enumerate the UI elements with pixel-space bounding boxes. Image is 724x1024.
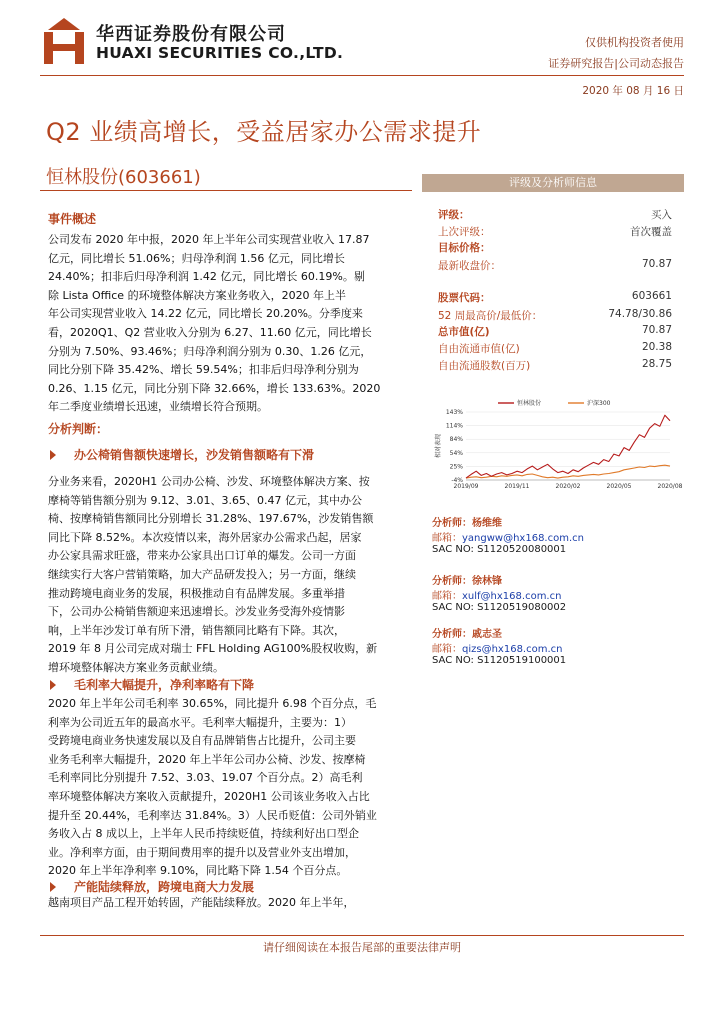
triangle-bullet-icon [50, 450, 56, 460]
y-axis-label: 相对表现 [435, 433, 442, 459]
text-line: 2020 年上半年净利率 9.10%，同比略下降 1.54 个百分点。 [48, 864, 348, 878]
report-type: 证券研究报告|公司动态报告 [548, 57, 684, 70]
analyst-2-name: 分析师：徐林锋 [432, 576, 502, 587]
x-tick-label: 2020/08 [657, 483, 683, 490]
analyst-1-email[interactable]: yangww@hx168.com.cn [462, 533, 584, 544]
last-close-value: 70.87 [641, 258, 672, 270]
text-line: 年公司实现营业收入 14.22 亿元，同比增长 20.20%。分季度来 [48, 307, 363, 321]
y-tick-label: 25% [449, 463, 463, 471]
x-tick-label: 2019/11 [504, 483, 530, 490]
text-line: 利率为公司近五年的最高水平。毛利率大幅提升，主要为：1） [48, 715, 352, 729]
legend-label: 沪深300 [587, 400, 611, 407]
section1-paragraph [48, 473, 408, 678]
52w-high-low-label: 52 周最高价/最低价： [438, 310, 543, 322]
analyst-3-email[interactable]: qizs@hx168.com.cn [462, 644, 563, 655]
text-line: 业。净利率方面，由于期间费用率的提升以及营业外支出增加， [48, 845, 356, 859]
triangle-bullet-icon [50, 882, 56, 892]
report-title: Q2 业绩高增长，受益居家办公需求提升 [46, 118, 482, 146]
relative-performance-chart [426, 398, 688, 498]
text-line: 务收入占 8 成以上，上半年人民币持续贬值，持续利好出口型企 [48, 827, 359, 841]
section1-heading [50, 446, 314, 463]
footer-divider [40, 935, 684, 936]
triangle-bullet-icon [50, 680, 56, 690]
email-label: 邮箱： [432, 644, 462, 655]
text-line: 推动跨境电商业务的发展，积极推动自有品牌发展。多重举措 [48, 586, 345, 600]
series-line-hs300 [466, 465, 670, 478]
rating-panel-title: 评级及分析师信息 [422, 174, 684, 192]
text-line: 同比下降 8.52%。本次疫情以来，海外居家办公需求凸起，居家 [48, 530, 362, 544]
section3-title: 产能陆续释放，跨境电商大力发展 [74, 880, 255, 894]
section3-paragraph [48, 894, 408, 913]
free-float-cap-value: 20.38 [641, 341, 672, 353]
market-cap-value: 70.87 [641, 324, 672, 336]
section3-heading [50, 878, 254, 895]
analyst-1-name: 分析师：杨维维 [432, 518, 502, 529]
text-line: 分别为 7.50%、93.46%；归母净利润分别为 0.30、1.26 亿元， [48, 344, 372, 358]
email-label: 邮箱： [432, 533, 462, 544]
y-tick-label: -4% [451, 477, 463, 484]
y-tick-label: 114% [445, 422, 463, 430]
analyst-3-email-row [432, 640, 562, 655]
text-line: 除 Lista Office 的环境整体解决方案业务收入，2020 年上半 [48, 288, 347, 302]
text-line: 24.40%；扣非后归母净利润 1.42 亿元，同比增长 60.19%。剔 [48, 270, 365, 284]
text-line: 继续实行大客户营销策略，加大产品研发投入；另一方面，继续 [48, 567, 356, 581]
analyst-1-sac: SAC NO: S1120520080001 [432, 544, 567, 555]
company-name: 恒林股份(603661) [46, 167, 201, 188]
logo-chinese-name: 华西证券股份有限公司 [96, 24, 286, 45]
previous-rating-value: 首次覆盖 [630, 226, 672, 238]
text-line: 椅、按摩椅销售额同比分别增长 31.28%、197.67%，沙发销售额 [48, 512, 374, 526]
text-line: 响，上半年沙发订单有所下滑，销售额同比略有下降。其次， [48, 623, 345, 637]
text-line: 受跨境电商业务快速发展以及自有品牌销售占比提升，公司主要 [48, 734, 356, 748]
text-line: 业务毛利率大幅提升，2020 年上半年公司办公椅、沙发、按摩椅 [48, 752, 366, 766]
event-paragraph [48, 231, 408, 417]
section2-heading [50, 676, 254, 693]
text-line: 2020 年上半年公司毛利率 30.65%，同比提升 6.98 个百分点，毛 [48, 697, 377, 710]
52w-high-low-value: 74.78/30.86 [608, 308, 672, 320]
analyst-2-sac: SAC NO: S1120519080002 [432, 602, 567, 613]
text-line: 年二季度业绩增长迅速，业绩增长符合预期。 [48, 400, 268, 414]
legend-label: 恒林股份 [517, 400, 542, 407]
audience-note: 仅供机构投资者使用 [585, 36, 684, 49]
text-line: 摩椅等销售额分别为 9.12、3.01、3.65、0.47 亿元，其中办公 [48, 493, 362, 507]
series-line-hengLin [466, 415, 670, 478]
text-line: 公司发布 2020 年中报，2020 年上半年公司实现营业收入 17.87 [48, 233, 370, 246]
logo-english-name: HUAXI SECURITIES CO.,LTD. [96, 44, 344, 62]
analyst-3-sac: SAC NO: S1120519100001 [432, 655, 567, 666]
section1-title: 办公椅销售额快速增长，沙发销售额略有下滑 [74, 448, 315, 462]
analyst-2-email-row [432, 587, 561, 602]
footer-disclaimer: 请仔细阅读在本报告尾部的重要法律声明 [263, 941, 461, 954]
x-tick-label: 2019/09 [453, 483, 479, 490]
email-label: 邮箱： [432, 591, 462, 602]
text-line: 0.26、1.15 亿元，同比分别下降 32.66%，增长 133.63%。2020 [48, 381, 381, 395]
text-line: 越南项目产品工程开始转固，产能陆续释放。2020 年上半年， [48, 896, 355, 909]
text-line: 办公家具需求旺盛，带来办公家具出口订单的爆发。公司一方面 [48, 549, 356, 563]
target-price-label: 目标价格： [438, 242, 491, 254]
y-tick-label: 143% [445, 409, 463, 416]
event-heading: 事件概述 [48, 212, 97, 226]
last-close-label: 最新收盘价： [438, 260, 501, 272]
report-date: 2020 年 08 月 16 日 [582, 85, 684, 97]
text-line: 增环境整体解决方案业务贡献业绩。 [48, 660, 224, 674]
x-tick-label: 2020/02 [555, 483, 581, 490]
section2-paragraph [48, 695, 408, 881]
text-line: 亿元，同比增长 51.06%；归母净利润 1.56 亿元，同比增长 [48, 251, 345, 265]
text-line: 毛利率同比分别提升 7.52、3.03、19.07 个百分点。2）高毛利 [48, 771, 363, 785]
text-line: 下，公司办公椅销售额迎来迅速增长。沙发业务受海外疫情影 [48, 605, 345, 619]
text-line: 同比分别下降 35.42%、增长 59.54%；扣非后归母净利分别为 [48, 363, 359, 377]
previous-rating-label: 上次评级： [438, 226, 491, 238]
free-float-shares-label: 自由流通股数(百万) [438, 360, 531, 372]
huaxi-logo-icon [44, 18, 84, 64]
text-line: 分业务来看，2020H1 公司办公椅、沙发、环境整体解决方案、按 [48, 475, 370, 488]
free-float-cap-label: 自由流通市值(亿) [438, 343, 520, 355]
free-float-shares-value: 28.75 [641, 358, 672, 370]
x-tick-label: 2020/05 [606, 483, 632, 490]
text-line: 2019 年 8 月公司完成对瑞士 FFL Holding AG100%股权收购，新 [48, 642, 378, 656]
analyst-1-email-row [432, 529, 584, 544]
rating-label: 评级： [438, 209, 470, 221]
header-divider [40, 75, 684, 76]
analysis-heading: 分析判断： [48, 422, 109, 436]
company-divider [40, 190, 412, 191]
analyst-3-name: 分析师：戚志圣 [432, 629, 502, 640]
text-line: 率环境整体解决方案收入贡献提升，2020H1 公司该业务收入占比 [48, 789, 370, 803]
stock-code-value: 603661 [631, 290, 672, 302]
y-tick-label: 54% [449, 449, 463, 457]
market-cap-label: 总市值(亿) [438, 326, 490, 338]
y-tick-label: 84% [449, 436, 463, 444]
text-line: 看，2020Q1、Q2 营业收入分别为 6.27、11.60 亿元，同比增长 [48, 325, 372, 339]
analyst-2-email[interactable]: xulf@hx168.com.cn [462, 591, 562, 602]
section2-title: 毛利率大幅提升，净利率略有下降 [74, 678, 255, 692]
rating-value: 买入 [651, 209, 672, 221]
text-line: 提升至 20.44%，毛利率达 31.84%。3）人民币贬值：公司外销业 [48, 808, 377, 822]
stock-code-label: 股票代码： [438, 292, 491, 304]
